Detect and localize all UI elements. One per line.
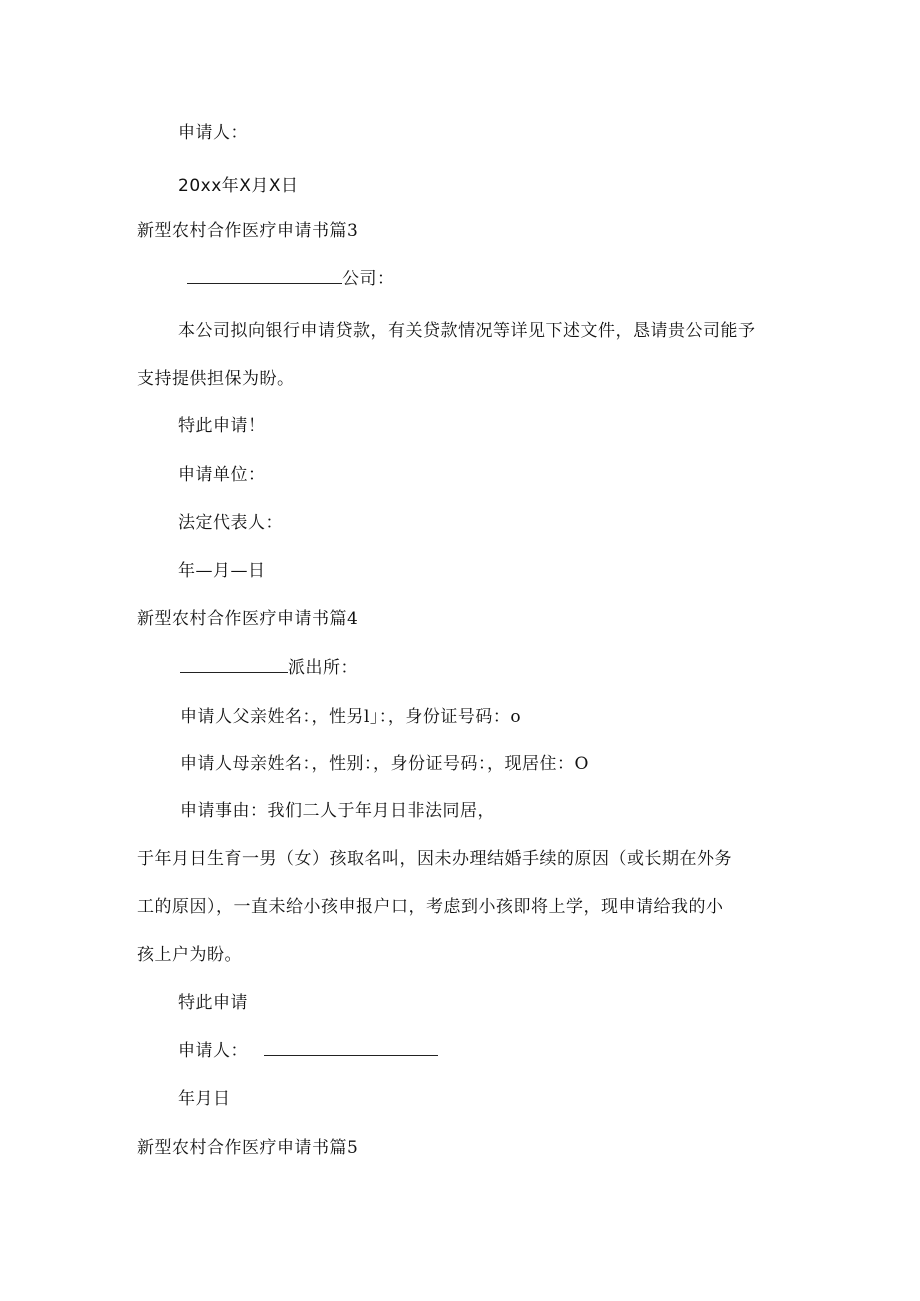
company-line [187,268,395,290]
section-heading-3: 新型农村合作医疗申请书篇3 [137,221,359,241]
paragraph-line: 本公司拟向银行申请贷款，有关贷款情况等详见下述文件，恳请贵公司能予 [178,321,756,341]
request-line: 特此申请！ [178,416,266,436]
police-station-line [180,657,358,679]
request-line: 特此申请 [178,993,248,1013]
section-heading-5: 新型农村合作医疗申请书篇5 [137,1138,359,1158]
police-station-blank [180,658,288,673]
applicant-label: 申请人： [178,1041,248,1061]
date-line: 20xx年X月X日 [178,176,299,196]
applicant-label: 申请人： [178,123,248,143]
company-label: 公司： [342,269,395,289]
applicant-blank [264,1041,438,1056]
police-station-label: 派出所： [288,658,358,678]
paragraph-line: 孩上户为盼。 [137,945,242,965]
paragraph-line: 支持提供担保为盼。 [137,369,295,389]
applicant-line [178,1040,438,1062]
legal-representative-label: 法定代表人： [178,513,283,533]
father-info-line: 申请人父亲姓名：，性另l」：，身份证号码：o [180,707,522,727]
mother-info-line: 申请人母亲姓名：，性别：，身份证号码：，现居住：O [180,754,589,774]
section-heading-4: 新型农村合作医疗申请书篇4 [137,609,359,629]
paragraph-line: 于年月日生育一男（女）孩取名叫，因未办理结婚手续的原因（或长期在外务 [137,849,732,869]
paragraph-line: 工的原因），一直未给小孩申报户口，考虑到小孩即将上学，现申请给我的小 [137,897,724,917]
date-line: 年—月—日 [178,561,266,581]
date-line: 年月日 [178,1089,231,1109]
unit-label: 申请单位： [178,465,266,485]
reason-line: 申请事由：我们二人于年月日非法同居， [180,801,495,821]
company-blank [187,269,342,284]
